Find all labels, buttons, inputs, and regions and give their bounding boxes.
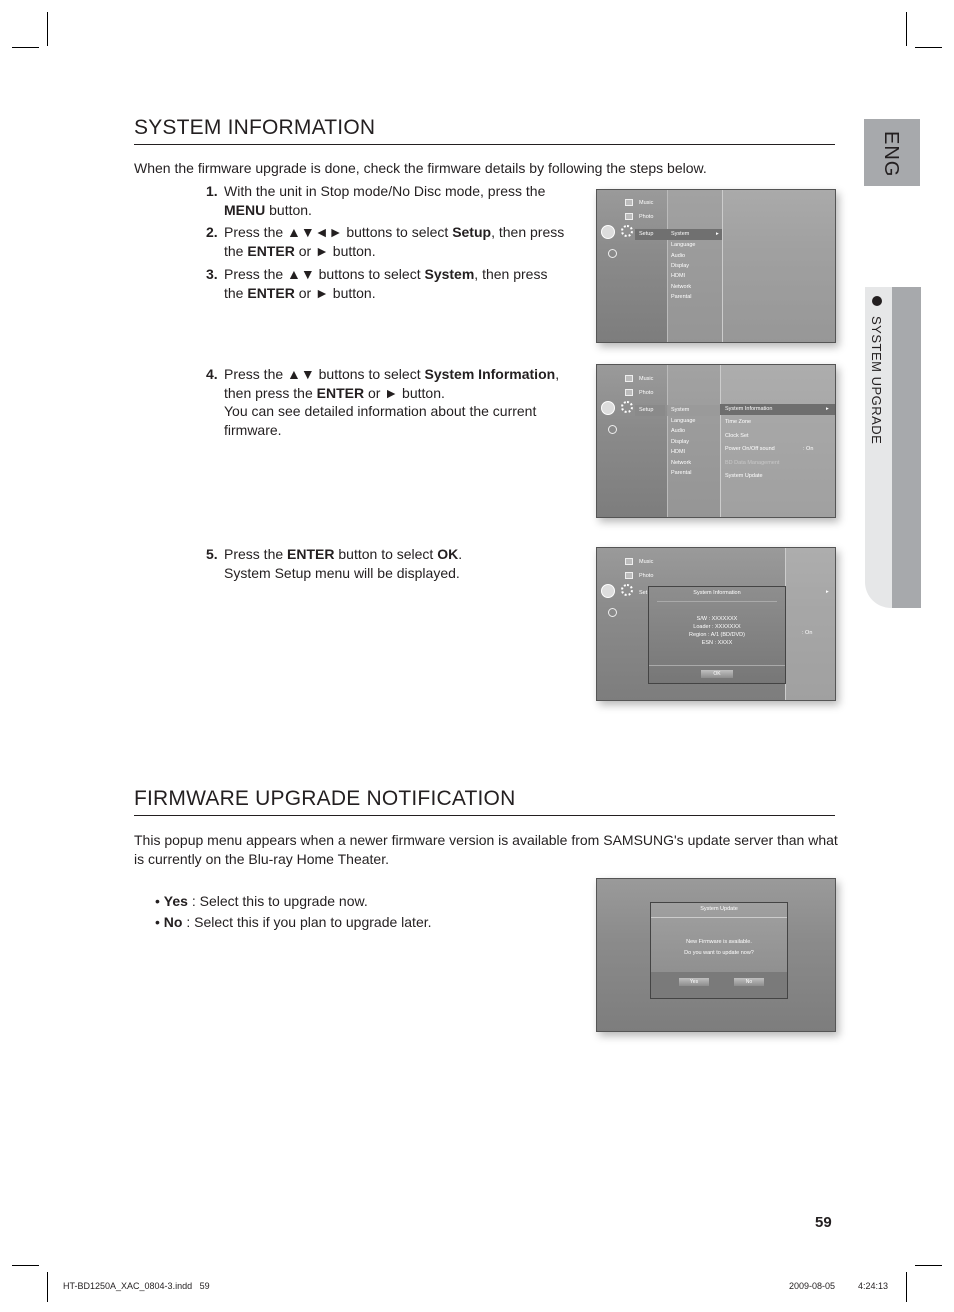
- globe-icon: [608, 608, 617, 617]
- info-line: Loader : XXXXXXX: [693, 624, 741, 630]
- page-number: 59: [815, 1214, 832, 1231]
- divider: [649, 665, 785, 666]
- disc-icon: [601, 584, 615, 598]
- menu-item-setup: Set: [639, 590, 648, 596]
- section-title: SYSTEM INFORMATION: [134, 116, 376, 139]
- step-3: 3. Press the ▲▼ buttons to select System, then press the ENTER or ► button.: [206, 266, 548, 301]
- screenshot-system-information: [596, 547, 836, 701]
- crop-mark: [47, 12, 48, 46]
- submenu-item: System: [671, 231, 690, 237]
- menu-item-photo: Photo: [639, 214, 654, 220]
- step-number: 3.: [206, 266, 218, 282]
- arrow-right-icon: ▸: [826, 589, 829, 595]
- photo-icon: [625, 572, 633, 579]
- globe-icon: [608, 249, 617, 258]
- footer-file: HT-BD1250A_XAC_0804-3.indd 59: [63, 1281, 210, 1291]
- submenu-item: Display: [671, 439, 690, 445]
- detail-item: System Update: [725, 473, 763, 479]
- step-number: 1.: [206, 183, 218, 199]
- menu-item-setup: Setup: [639, 407, 654, 413]
- crop-mark: [47, 1272, 48, 1302]
- crop-mark: [906, 1272, 907, 1302]
- footer-time: 4:24:13: [858, 1281, 889, 1291]
- info-line: ESN : XXXX: [701, 640, 733, 646]
- crop-mark: [915, 47, 942, 48]
- crop-mark: [12, 1265, 39, 1266]
- submenu-item: Language: [671, 418, 696, 424]
- crop-mark: [12, 47, 39, 48]
- submenu-item: System: [671, 407, 690, 413]
- music-icon: [625, 199, 633, 206]
- button-area: [651, 972, 787, 998]
- step-2: 2. Press the ▲▼◄► buttons to select Setup, then press the ENTER or ► button.: [206, 224, 565, 259]
- photo-icon: [625, 389, 633, 396]
- divider: [651, 917, 787, 918]
- intro-text: When the firmware upgrade is done, check the firmware details by following the steps below.: [134, 160, 707, 176]
- submenu-item: Network: [671, 284, 692, 290]
- step-number: 2.: [206, 224, 218, 240]
- crop-mark: [915, 1265, 942, 1266]
- detail-panel: [722, 190, 836, 342]
- detail-panel: [720, 365, 836, 517]
- info-line: Region : A/1 (BD/DVD): [689, 632, 745, 638]
- arrow-right-icon: ▸: [716, 231, 719, 237]
- disc-icon: [601, 401, 615, 415]
- title-rule: [134, 144, 835, 145]
- menu-item-photo: Photo: [639, 390, 654, 396]
- step-number: 5.: [206, 546, 218, 562]
- detail-value: : On: [803, 446, 814, 452]
- no-button[interactable]: No: [734, 978, 764, 986]
- language-tab-label: ENG: [880, 131, 902, 178]
- section-tab-band: [892, 287, 921, 608]
- submenu-item: Display: [671, 263, 690, 269]
- step-5: 5. Press the ENTER button to select OK. System Setup menu will be displayed.: [206, 546, 463, 581]
- popup-message: Do you want to update now?: [684, 950, 754, 956]
- popup-message: New Firmware is available.: [686, 939, 752, 945]
- detail-item-disabled: BD Data Management: [725, 460, 780, 466]
- detail-value: : On: [802, 630, 813, 636]
- gear-icon: [621, 401, 633, 413]
- section-title: FIRMWARE UPGRADE NOTIFICATION: [134, 787, 516, 810]
- step-number: 4.: [206, 366, 218, 382]
- popup-title: System Information: [693, 590, 741, 596]
- step-1: 1. With the unit in Stop mode/No Disc mode, press the MENU button.: [206, 183, 546, 218]
- bullet-no: • No : Select this if you plan to upgrade later.: [155, 914, 432, 930]
- system-update-popup: [650, 902, 788, 999]
- menu-item-photo: Photo: [639, 573, 654, 579]
- info-line: S/W : XXXXXXX: [696, 616, 738, 622]
- footer-date: 2009-08-05: [789, 1281, 836, 1291]
- yes-button[interactable]: Yes: [679, 978, 709, 986]
- menu-item-music: Music: [639, 559, 654, 565]
- music-icon: [625, 558, 633, 565]
- gear-icon: [621, 225, 633, 237]
- divider: [657, 601, 777, 602]
- submenu-item: HDMI: [671, 449, 686, 455]
- gear-icon: [621, 584, 633, 596]
- popup-title: System Update: [700, 906, 738, 912]
- bullet-yes: • Yes : Select this to upgrade now.: [155, 893, 368, 909]
- screenshot-system-update-popup: [596, 878, 836, 1032]
- language-tab: [864, 119, 920, 186]
- menu-item-setup: Setup: [639, 231, 654, 237]
- menu-item-music: Music: [639, 200, 654, 206]
- intro-text: This popup menu appears when a newer firmware version is available from SAMSUNG's update server than what is currently on the Blu-ray Home Theater.: [134, 832, 838, 867]
- detail-item: Time Zone: [725, 419, 752, 425]
- step-4: 4. Press the ▲▼ buttons to select System Information, then press the ENTER or ► button. You can see detailed information about the current firmware.: [206, 366, 560, 438]
- screenshot-system-menu: [596, 364, 836, 518]
- submenu-item: Audio: [671, 253, 686, 259]
- section-tab-label: SYSTEM UPGRADE: [869, 316, 884, 445]
- submenu-item: Language: [671, 242, 696, 248]
- submenu-item: Parental: [671, 470, 692, 476]
- detail-panel: [785, 548, 836, 700]
- disc-icon: [601, 225, 615, 239]
- detail-item: Clock Set: [725, 433, 749, 439]
- menu-item-music: Music: [639, 376, 654, 382]
- photo-icon: [625, 213, 633, 220]
- detail-item: System Information: [725, 406, 773, 412]
- crop-mark: [906, 12, 907, 46]
- music-icon: [625, 375, 633, 382]
- arrow-right-icon: ▸: [826, 406, 829, 412]
- globe-icon: [608, 425, 617, 434]
- submenu-item: HDMI: [671, 273, 686, 279]
- ok-button[interactable]: OK: [701, 670, 733, 678]
- detail-item: Power On/Off sound: [725, 446, 775, 452]
- screenshot-setup-menu: [596, 189, 836, 343]
- submenu-item: Audio: [671, 428, 686, 434]
- bullet-icon: [872, 296, 882, 306]
- title-rule: [134, 815, 835, 816]
- submenu-item: Parental: [671, 294, 692, 300]
- submenu-item: Network: [671, 460, 692, 466]
- system-information-popup: [648, 586, 786, 684]
